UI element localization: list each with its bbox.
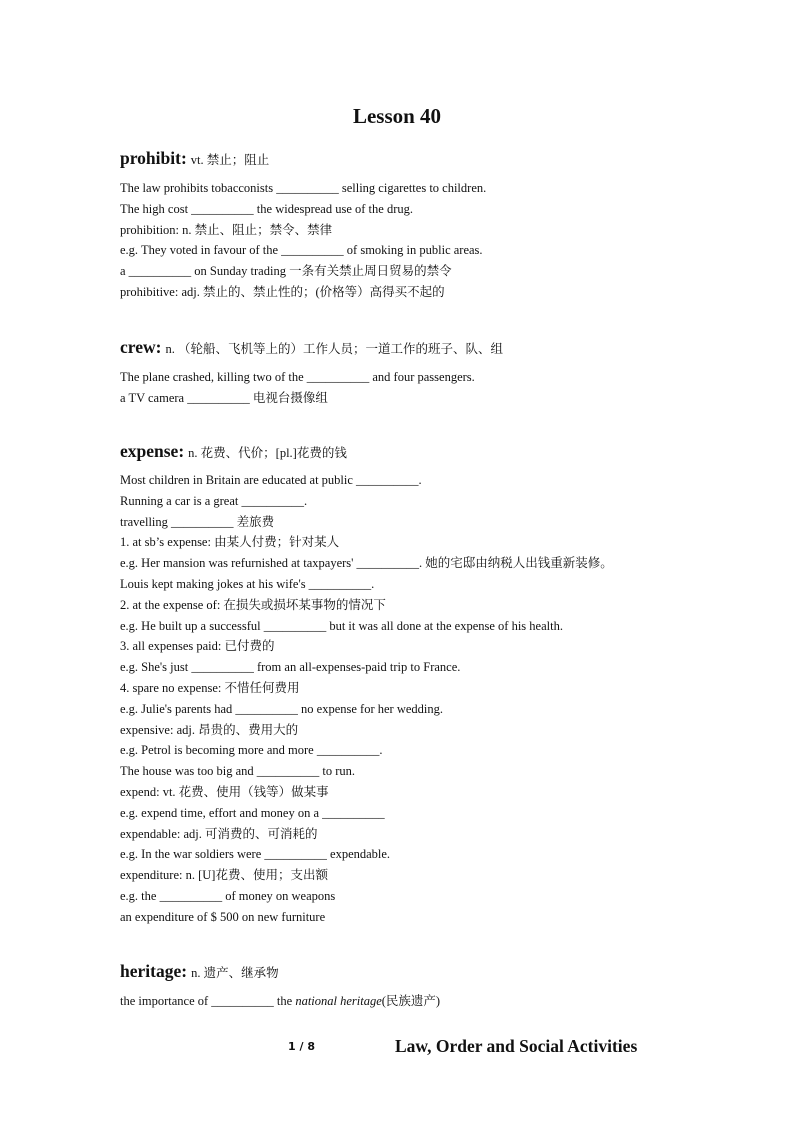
text-line: e.g. In the war soldiers were __________ expendable. [120,847,391,862]
entry-body-expense [120,470,613,928]
text-line: expend: vt. 花费、使用（钱等）做某事 [120,784,329,799]
text-line: expenditure: n. [U]花费、使用；支出额 [120,868,328,883]
text-line: Most children in Britain are educated at public __________. [120,473,422,487]
text-line: 1. at sb’s expense: 由某人付费；针对某人 [120,535,340,550]
text-line: The law prohibits tobacconists __________ selling cigarettes to children. [120,181,487,195]
text-line: e.g. expend time, effort and money on a __________ [120,805,385,820]
text-line: travelling __________ 差旅费 [120,514,275,529]
text-line: The plane crashed, killing two of the __________ and four passengers. [120,370,475,384]
headword: crew: [120,337,162,357]
text-line: 2. at the expense of: 在损失或损坏某事物的情况下 [120,597,386,612]
text-line: e.g. They voted in favour of the __________ of smoking in public areas. [120,243,483,258]
italic-term: national heritage [295,994,382,1008]
text-line: prohibitive: adj. 禁止的、禁止性的；(价格等）高得买不起的 [120,284,445,299]
text-line: a TV camera __________ 电视台摄像组 [120,390,328,405]
text-line: Louis kept making jokes at his wife's __________. [120,576,375,591]
text-line: e.g. Julie's parents had __________ no expense for her wedding. [120,701,444,716]
text-line: a __________ on Sunday trading 一条有关禁止周日贸易的禁令 [120,264,452,279]
headword-definition: n. 遗产、继承物 [191,966,279,980]
entry-body-prohibit [120,178,486,303]
entry-heading-heritage [120,961,279,982]
entry-heading-prohibit [120,148,269,169]
text-segment: the importance of __________ the [120,994,296,1008]
text-line: Running a car is a great __________. [120,493,308,508]
page-number: 1 / 8 [288,1040,315,1053]
headword: heritage: [120,961,188,981]
text-line: expensive: adj. 昂贵的、费用大的 [120,722,299,737]
text-line: e.g. He built up a successful __________ but it was all done at the expense of his health. [120,618,563,633]
headword-definition: vt. 禁止；阻止 [190,153,270,167]
text-line: e.g. Her mansion was refurnished at taxpayers' __________. 她的宅邸由纳税人出钱重新装修。 [120,556,613,571]
text-line [120,991,440,1012]
text-line: e.g. the __________ of money on weapons [120,888,336,903]
page-title: Lesson 40 [352,104,442,128]
text-line: expendable: adj. 可消费的、可消耗的 [120,826,318,841]
text-line: e.g. She's just __________ from an all-expenses-paid trip to France. [120,660,461,675]
headword-definition: n. 花费、代价；[pl.]花费的钱 [188,446,347,460]
text-line: The house was too big and __________ to run. [120,764,356,779]
entry-heading-crew [120,337,503,358]
headword: expense: [120,441,185,461]
text-line: prohibition: n. 禁止、阻止；禁令、禁律 [120,222,333,237]
headword: prohibit: [120,148,187,168]
entry-body-heritage [120,991,440,1012]
entry-heading-expense [120,441,347,462]
entry-body-crew [120,367,475,409]
footer-title: Law, Order and Social Activities [395,1036,638,1056]
text-line: 3. all expenses paid: 已付费的 [120,639,275,654]
text-line: e.g. Petrol is becoming more and more __________. [120,743,383,758]
text-segment: (民族遗产) [381,994,441,1008]
text-line: an expenditure of $ 500 on new furniture [120,909,326,924]
headword-definition: n. （轮船、飞机等上的）工作人员；一道工作的班子、队、组 [165,342,503,356]
text-line: 4. spare no expense: 不惜任何费用 [120,680,300,695]
text-line: The high cost __________ the widespread use of the drug. [120,201,413,216]
